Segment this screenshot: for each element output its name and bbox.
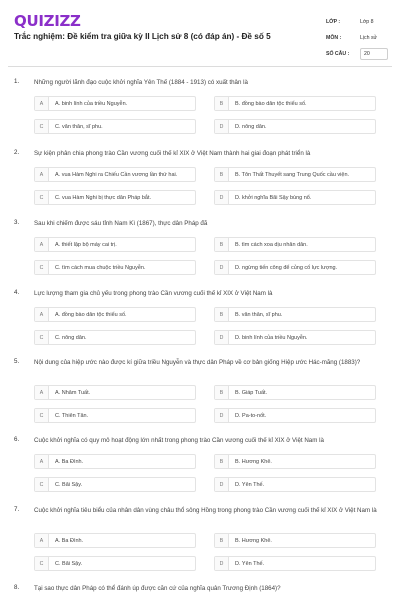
option-b[interactable] [214, 533, 376, 548]
meta-label: MÔN : [326, 35, 342, 41]
question-number: 1. [14, 78, 20, 85]
meta-subject-row [326, 30, 388, 46]
option-text: B. Tôn Thất Thuyết sang Trung Quốc cầu viện. [235, 171, 350, 178]
option-letter: C [35, 120, 49, 133]
option-letter: C [35, 331, 49, 344]
option-text: D. binh lính của triều Nguyễn. [235, 334, 308, 341]
option-b[interactable] [214, 167, 376, 182]
question-text: Sự kiện phân chia phong trào Cần vương cuối thế kỉ XIX ở Việt Nam thành hai giai đoạn phát triển là [34, 150, 311, 157]
option-letter: D [215, 331, 229, 344]
option-c[interactable] [34, 408, 196, 423]
option-text: B. tìm cách xoa dịu nhân dân. [235, 241, 308, 248]
question-text: Sau khi chiếm được sáu tỉnh Nam Kì (1867), thực dân Pháp đã [34, 220, 208, 227]
question-number: 5. [14, 358, 20, 365]
question-number: 3. [14, 219, 20, 226]
option-text: A. Ba Đình. [55, 537, 84, 544]
option-a[interactable] [34, 385, 196, 400]
option-a[interactable] [34, 96, 196, 111]
option-c[interactable] [34, 119, 196, 134]
option-text: D. khởi nghĩa Bãi Sậy bùng nổ. [235, 194, 312, 201]
option-c[interactable] [34, 330, 196, 345]
option-letter: C [35, 191, 49, 204]
option-text: B. đồng bào dân tộc thiểu số. [235, 100, 307, 107]
option-letter: A [35, 455, 49, 468]
option-c[interactable] [34, 190, 196, 205]
meta-value: Lịch sử [360, 35, 378, 41]
option-letter: B [215, 308, 229, 321]
option-letter: A [35, 238, 49, 251]
meta-value: Lớp 8 [360, 19, 374, 25]
option-letter: B [215, 97, 229, 110]
option-text: C. nông dân. [55, 334, 87, 341]
option-text: C. Thiên Tân. [55, 412, 89, 419]
option-d[interactable] [214, 408, 376, 423]
option-letter: C [35, 478, 49, 491]
option-text: D. nông dân. [235, 123, 267, 130]
option-text: C. tìm cách mua chuộc triều Nguyễn. [55, 264, 146, 271]
option-letter: B [215, 238, 229, 251]
option-a[interactable] [34, 454, 196, 469]
option-text: B. Hương Khê. [235, 537, 272, 544]
option-letter: C [35, 409, 49, 422]
option-letter: B [215, 455, 229, 468]
question-text: Nội dung của hiệp ước nào được kí giữa triều Nguyễn và thực dân Pháp về cơ bản giống Hiệp ước Hác-măng (1883)? [34, 359, 361, 366]
option-d[interactable] [214, 260, 376, 275]
option-c[interactable] [34, 260, 196, 275]
option-c[interactable] [34, 477, 196, 492]
option-b[interactable] [214, 307, 376, 322]
option-text: A. thiết lập bộ máy cai trị. [55, 241, 117, 248]
option-a[interactable] [34, 307, 196, 322]
quizizz-logo: QUIZIZZ [14, 12, 81, 30]
option-text: A. Ba Đình. [55, 458, 84, 465]
option-text: A. vua Hàm Nghi ra Chiếu Cần vương lần thứ hai. [55, 171, 178, 178]
meta-label: SỐ CÂU : [326, 51, 350, 57]
meta-count-row [326, 46, 388, 62]
meta-grade-row [326, 14, 388, 30]
option-letter: D [215, 557, 229, 570]
option-letter: D [215, 191, 229, 204]
option-text: B. Giáp Tuất. [235, 389, 268, 396]
option-letter: A [35, 97, 49, 110]
question-number: 4. [14, 289, 20, 296]
option-text: C. Bãi Sậy. [55, 560, 83, 567]
question-text: Cuộc khởi nghĩa có quy mô hoạt động lớn nhất trong phong trào Cần vương cuối thế kỉ XIX ở Việt Nam là [34, 437, 324, 444]
option-letter: D [215, 409, 229, 422]
option-letter: D [215, 261, 229, 274]
worksheet-header [0, 0, 400, 62]
question-number: 8. [14, 584, 20, 591]
option-text: B. Hương Khê. [235, 458, 272, 465]
question-text: Lực lượng tham gia chủ yếu trong phong trào Cần vương cuối thế kỉ XIX ở Việt Nam là [34, 290, 273, 297]
option-c[interactable] [34, 556, 196, 571]
option-a[interactable] [34, 533, 196, 548]
option-text: A. Nhâm Tuất. [55, 389, 91, 396]
question-text: Tại sao thực dân Pháp có thể đánh úp được căn cứ của nghĩa quân Trương Định (1864)? [34, 585, 281, 592]
worksheet-meta [326, 14, 388, 62]
option-b[interactable] [214, 454, 376, 469]
option-text: D. Yên Thế. [235, 481, 265, 488]
option-letter: D [215, 478, 229, 491]
option-d[interactable] [214, 119, 376, 134]
option-a[interactable] [34, 167, 196, 182]
option-text: D. Pa-to-nốt. [235, 412, 267, 419]
option-letter: D [215, 120, 229, 133]
option-text: D. Yên Thế. [235, 560, 265, 567]
option-letter: A [35, 308, 49, 321]
option-letter: A [35, 386, 49, 399]
option-d[interactable] [214, 190, 376, 205]
option-b[interactable] [214, 96, 376, 111]
option-letter: A [35, 534, 49, 547]
option-b[interactable] [214, 237, 376, 252]
option-d[interactable] [214, 330, 376, 345]
option-b[interactable] [214, 385, 376, 400]
option-d[interactable] [214, 477, 376, 492]
meta-label: LỚP : [326, 19, 341, 25]
question-number: 6. [14, 436, 20, 443]
option-text: B. văn thân, sĩ phu. [235, 311, 283, 318]
option-text: A. đồng bào dân tộc thiểu số. [55, 311, 127, 318]
option-d[interactable] [214, 556, 376, 571]
question-text: Những người lãnh đạo cuộc khởi nghĩa Yên Thế (1884 - 1913) có xuất thân là [34, 79, 248, 86]
question-number: 2. [14, 149, 20, 156]
question-text: Cuộc khởi nghĩa tiêu biểu của nhân dân vùng châu thổ sông Hồng trong phong trào Cần vương cuối thế kỉ XIX ở Việt Nam là [34, 507, 377, 514]
option-letter: C [35, 261, 49, 274]
option-letter: A [35, 168, 49, 181]
question-number: 7. [14, 506, 20, 513]
page-title: Trắc nghiệm: Đề kiểm tra giữa kỳ II Lịch sử 8 (có đáp án) - Đề số 5 [14, 32, 271, 41]
meta-value: 20 [360, 48, 388, 60]
option-text: C. văn thân, sĩ phu. [55, 123, 103, 130]
option-letter: B [215, 534, 229, 547]
option-text: D. ngừng tiến công để củng cố lực lượng. [235, 264, 338, 271]
option-letter: B [215, 168, 229, 181]
option-a[interactable] [34, 237, 196, 252]
option-text: A. binh lính của triều Nguyễn. [55, 100, 128, 107]
option-letter: B [215, 386, 229, 399]
option-text: C. vua Hàm Nghi bị thực dân Pháp bắt. [55, 194, 152, 201]
option-text: C. Bãi Sậy. [55, 481, 83, 488]
option-letter: C [35, 557, 49, 570]
header-divider [8, 66, 392, 67]
